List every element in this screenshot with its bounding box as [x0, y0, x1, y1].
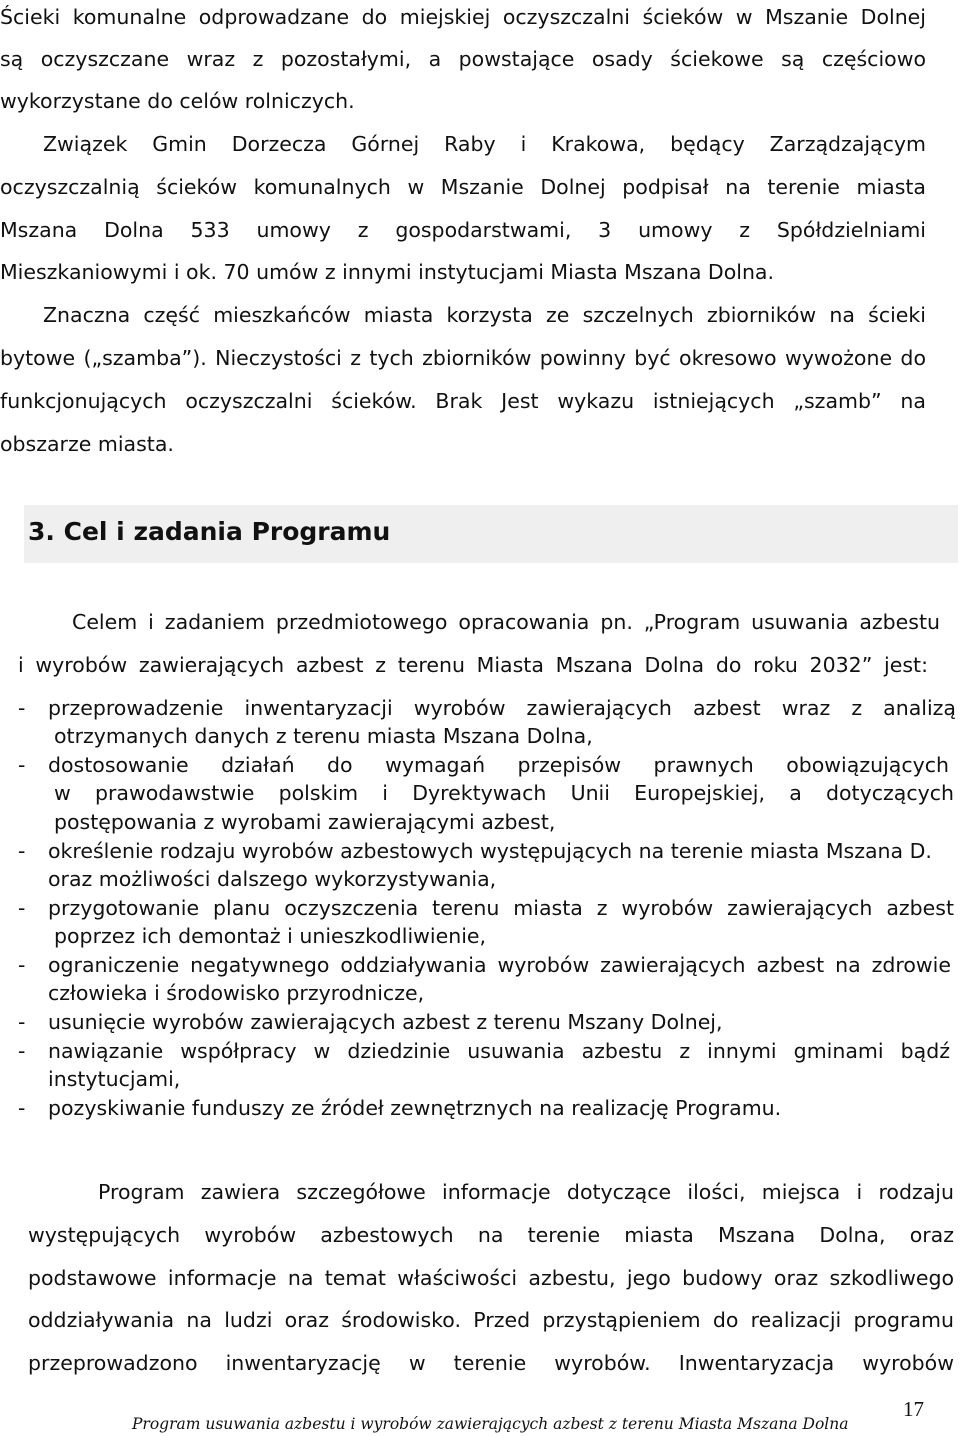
list-item-line: otrzymanych danych z terenu miasta Mszana Dolna,	[54, 724, 593, 748]
list-item-line: określenie rodzaju wyrobów azbestowych występujących na terenie miasta Mszana D.	[48, 839, 932, 863]
list-item-line: nawiązanie współpracy w dziedzinie usuwania azbestu z innymi gminami bądź	[48, 1039, 950, 1063]
list-item-line: pozyskiwanie funduszy ze źródeł zewnętrznych na realizację Programu.	[48, 1096, 782, 1120]
paragraph-4-line-3: podstawowe informacje na temat właściwości azbestu, jego budowy oraz szkodliwego	[28, 1266, 954, 1290]
bullet-dash: -	[18, 839, 26, 863]
bullet-dash: -	[18, 896, 26, 920]
paragraph-4-line-4: oddziaływania na ludzi oraz środowisko. Przed przystąpieniem do realizacji programu	[28, 1308, 954, 1332]
intro-line-2: i wyrobów zawierających azbest z terenu Miasta Mszana Dolna do roku 2032” jest:	[18, 653, 928, 677]
paragraph-2-line-2: oczyszczalnią ścieków komunalnych w Mszanie Dolnej podpisał na terenie miasta	[0, 175, 926, 199]
page-number: 17	[903, 1397, 924, 1421]
paragraph-4-line-5: przeprowadzono inwentaryzację w terenie wyrobów. Inwentaryzacja wyrobów	[28, 1351, 954, 1375]
paragraph-1-line-2: są oczyszczane wraz z pozostałymi, a powstające osady ściekowe są częściowo	[0, 47, 926, 71]
paragraph-2-line-1: Związek Gmin Dorzecza Górnej Raby i Krakowa, będący Zarządzającym	[43, 132, 926, 156]
bullet-dash: -	[18, 1096, 26, 1120]
paragraph-2-line-3: Mszana Dolna 533 umowy z gospodarstwami, 3 umowy z Spółdzielniami	[0, 218, 926, 242]
bullet-dash: -	[18, 696, 26, 720]
bullet-dash: -	[18, 1039, 26, 1063]
list-item-line: postępowania z wyrobami zawierającymi azbest,	[54, 810, 556, 834]
list-item-line: usunięcie wyrobów zawierających azbest z terenu Mszany Dolnej,	[48, 1010, 723, 1034]
page-footer: Program usuwania azbestu i wyrobów zawierających azbest z terenu Miasta Mszana Dolna	[132, 1415, 849, 1433]
list-item-line: człowieka i środowisko przyrodnicze,	[48, 981, 425, 1005]
intro-line-1: Celem i zadaniem przedmiotowego opracowania pn. „Program usuwania azbestu	[72, 610, 940, 634]
list-item-line: oraz możliwości dalszego wykorzystywania,	[48, 867, 497, 891]
paragraph-2-line-4: Mieszkaniowymi i ok. 70 umów z innymi instytucjami Miasta Mszana Dolna.	[0, 260, 775, 284]
paragraph-1-line-3: wykorzystane do celów rolniczych.	[0, 89, 355, 113]
paragraph-4-line-1: Program zawiera szczegółowe informacje dotyczące ilości, miejsca i rodzaju	[98, 1180, 954, 1204]
list-item-line: w prawodawstwie polskim i Dyrektywach Unii Europejskiej, a dotyczących	[54, 781, 954, 805]
paragraph-1-line-1: Ścieki komunalne odprowadzane do miejskiej oczyszczalni ścieków w Mszanie Dolnej	[0, 5, 926, 29]
list-item-line: instytucjami,	[48, 1067, 181, 1091]
list-item-line: przygotowanie planu oczyszczenia terenu miasta z wyrobów zawierających azbest	[48, 896, 954, 920]
section-heading: 3. Cel i zadania Programu	[28, 517, 391, 546]
list-item-line: ograniczenie negatywnego oddziaływania wyrobów zawierających azbest na zdrowie	[48, 953, 951, 977]
paragraph-3-line-1: Znaczna część mieszkańców miasta korzysta ze szczelnych zbiorników na ścieki	[43, 303, 926, 327]
paragraph-3-line-3: funkcjonujących oczyszczalni ścieków. Brak Jest wykazu istniejących „szamb” na	[0, 389, 926, 413]
bullet-dash: -	[18, 753, 26, 777]
paragraph-4-line-2: występujących wyrobów azbestowych na terenie miasta Mszana Dolna, oraz	[28, 1223, 954, 1247]
list-item-line: poprzez ich demontaż i unieszkodliwienie,	[54, 924, 487, 948]
paragraph-3-line-2: bytowe („szamba”). Nieczystości z tych zbiorników powinny być okresowo wywożone do	[0, 346, 926, 370]
bullet-dash: -	[18, 1010, 26, 1034]
bullet-dash: -	[18, 953, 26, 977]
list-item-line: przeprowadzenie inwentaryzacji wyrobów zawierających azbest wraz z analizą	[48, 696, 956, 720]
list-item-line: dostosowanie działań do wymagań przepisów prawnych obowiązujących	[48, 753, 949, 777]
paragraph-3-line-4: obszarze miasta.	[0, 432, 174, 456]
